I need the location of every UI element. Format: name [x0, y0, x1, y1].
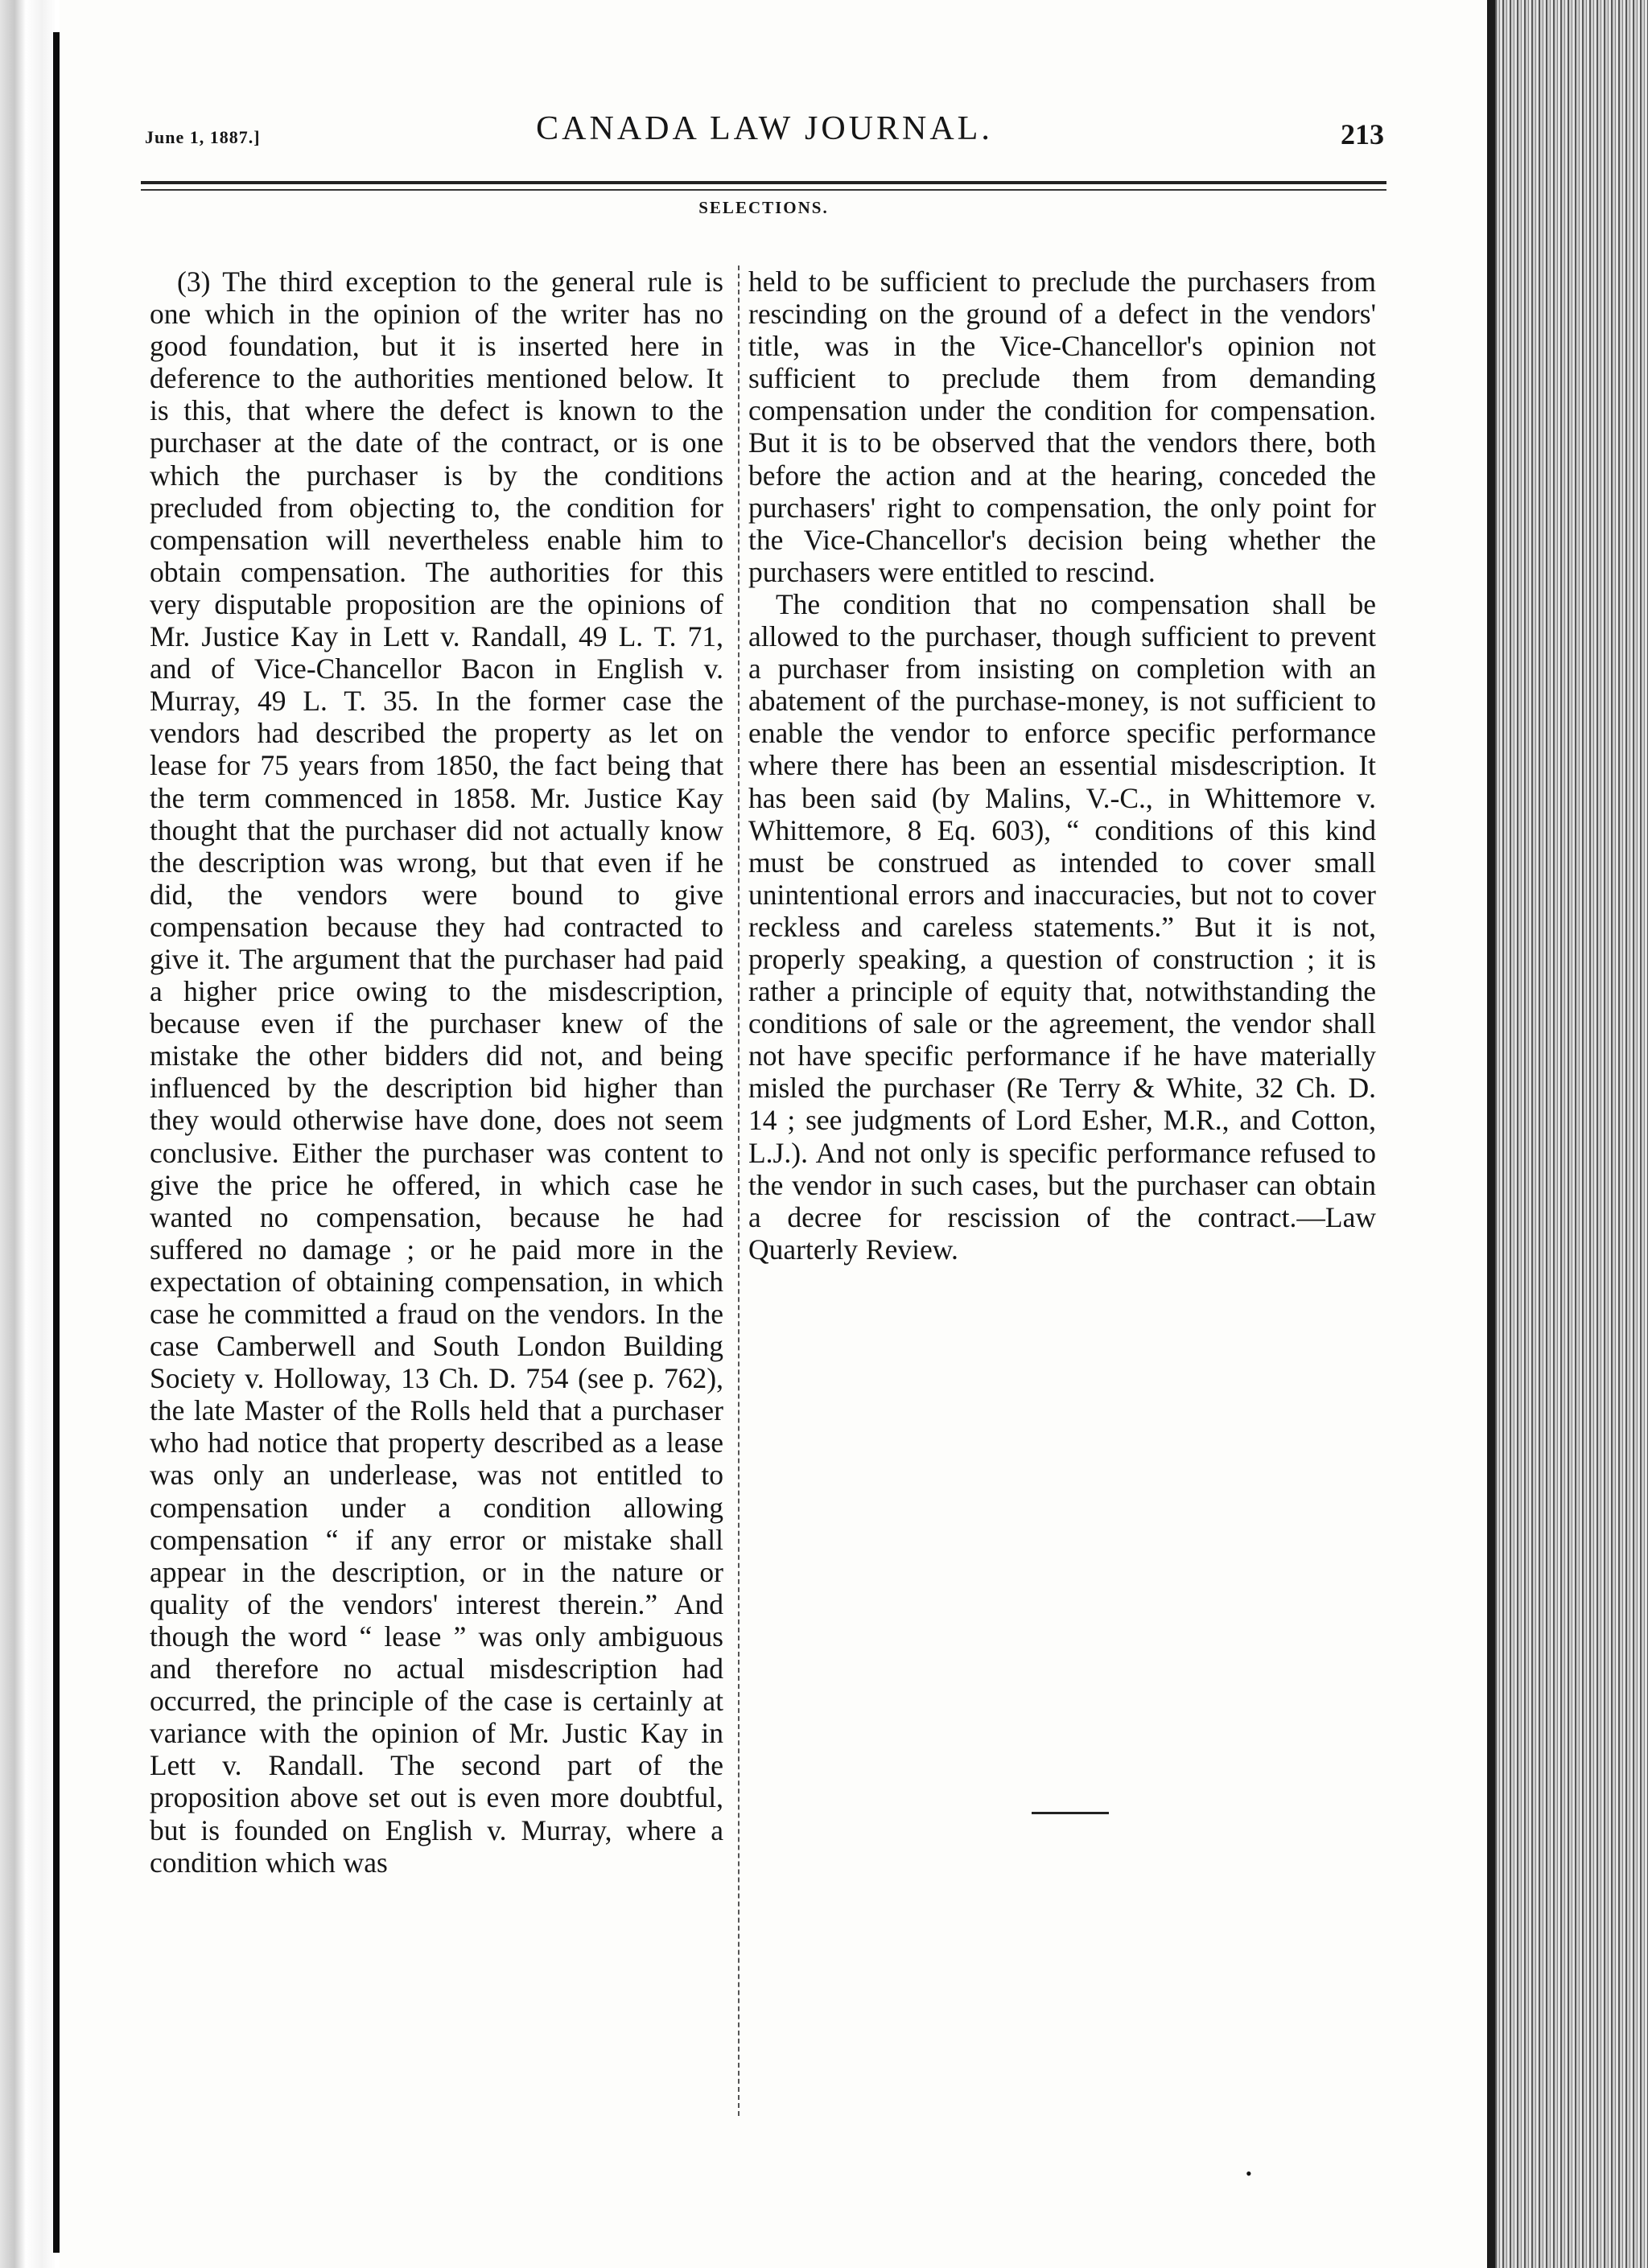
running-head: [145, 109, 1384, 158]
scan-right-gutter: [1487, 0, 1495, 2268]
column-divider: [738, 265, 740, 2116]
article-end-rule: [1032, 1812, 1109, 1814]
scan-right-edge-noise: [1495, 0, 1648, 2268]
issue-date: June 1, 1887.]: [145, 127, 261, 147]
printer-mark: •: [1246, 2163, 1252, 2184]
right-paragraph-1: held to be sufficient to preclude the purchasers from rescinding on the ground of a defect in the vendors' title, was in the Vice-Chancellor's opinion not sufficient to preclude them from demanding compensation under the condition for compensation. But it is to be observed that the vendors there, both before the action and at the hearing, conceded the purchasers' right to compensation, the only point for the Vice-Chancellor's decision being whether the purchasers were entitled to rescind.: [748, 265, 1376, 588]
section-title: SELECTIONS.: [698, 198, 829, 217]
header-rule-thin: [141, 189, 1386, 191]
right-column: [748, 265, 1376, 1266]
page-number: 213: [1341, 118, 1384, 150]
scan-left-margin: [0, 0, 56, 2268]
left-paragraph-1: (3) The third exception to the general rule is one which in the opinion of the writer has no good foundation, but it is inserted here in deference to the authorities mentioned below. It is this, that where the defect is known to the purchaser at the date of the contract, or is one which the purchaser is by the conditions precluded from objecting to, the condition for compensation will nevertheless enable him to obtain compensation. The authorities for this very disputable proposition are the opinions of Mr. Justice Kay in Lett v. Randall, 49 L. T. 71, and of Vice-Chancellor Bacon in English v. Murray, 49 L. T. 35. In the former case the vendors had described the property as let on lease for 75 years from 1850, the fact being that the term commenced in 1858. Mr. Justice Kay thought that the purchaser did not actually know the description was wrong, but that even if he did, the vendors were bound to give compensation because they had contracted to give it. The argument that the purchaser had paid a higher price owing to the misdescription, because even if the purchaser knew of the mistake the other bidders did not, and being influenced by the description bid higher than they would otherwise have done, does not seem conclusive. Either the purchaser was content to give the price he offered, in which case he wanted no compensation, because he had suffered no damage ; or he paid more in the expectation of obtaining compensation, in which case he committed a fraud on the vendors. In the case Camberwell and South London Building Society v. Holloway, 13 Ch. D. 754 (see p. 762), the late Master of the Rolls held that a purchaser who had notice that property described as a lease was only an underlease, was not entitled to compensation under a condition allowing compensation “ if any error or mistake shall appear in the description, or in the nature or quality of the vendors' interest therein.” And though the word “ lease ” was only ambiguous and therefore no actual misdescription had occurred, the principle of the case is certainly at variance with the opinion of Mr. Justic Kay in Lett v. Randall. The second part of the proposition above set out is even more doubtful, but is founded on English v. Murray, where a condition which was: [150, 265, 723, 1879]
scan-spine-shadow: [53, 32, 60, 2253]
journal-title: CANADA LAW JOURNAL.: [536, 110, 993, 147]
header-rule-thick: [141, 181, 1386, 184]
right-paragraph-2: The condition that no compensation shall be allowed to the purchaser, though sufficient to prevent a purchaser from insisting on completion with an abatement of the purchase-money, is not sufficient to enable the vendor to enforce specific performance where there has been an essential misdescription. It has been said (by Malins, V.-C., in Whittemore v. Whittemore, 8 Eq. 603), “ conditions of this kind must be construed as intended to cover small unintentional errors and inaccuracies, but not to cover reckless and careless statements.” But it is not, properly speaking, a question of construction ; it is rather a principle of equity that, notwithstanding the conditions of sale or the agreement, the vendor shall not have specific performance if he have materially misled the purchaser (Re Terry & White, 32 Ch. D. 14 ; see judgments of Lord Esher, M.R., and Cotton, L.J.). And not only is specific performance refused to the vendor in such cases, but the purchaser can obtain a decree for rescission of the contract.—Law Quarterly Review.: [748, 587, 1376, 1266]
left-column: [150, 265, 723, 1879]
